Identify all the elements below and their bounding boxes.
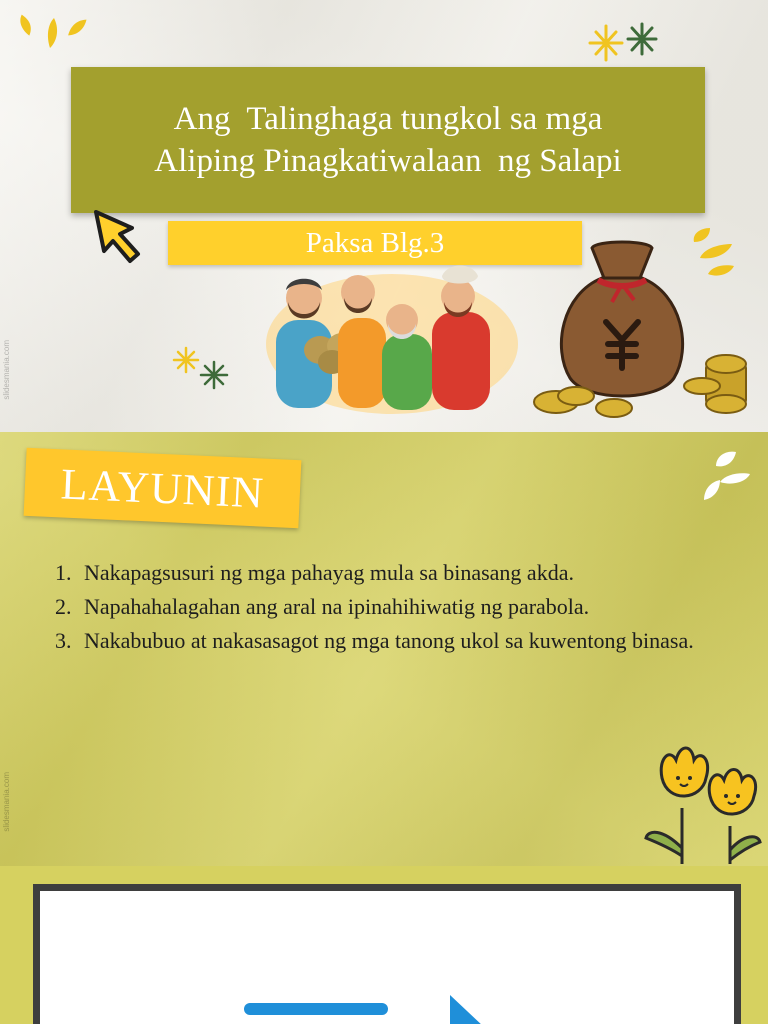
whiteboard-frame	[33, 884, 741, 1024]
watermark: slidesmania.com	[2, 340, 11, 400]
list-item	[55, 590, 735, 624]
list-item	[55, 624, 735, 658]
watermark: slidesmania.com	[2, 772, 11, 832]
blue-shape-icon	[244, 987, 504, 1024]
cursor-arrow-icon	[92, 208, 144, 264]
heading-box	[24, 448, 302, 528]
title-slide	[0, 0, 768, 432]
coins-icon	[530, 346, 766, 422]
list-number: 2.	[55, 594, 72, 619]
list-number: 3.	[55, 628, 72, 653]
subtitle: Paksa Blg.3	[305, 226, 445, 259]
list-text: Nakapagsusuri ng mga pahayag mula sa binasang akda.	[84, 560, 574, 585]
leaf-accent-icon	[686, 222, 746, 278]
heading: LAYUNIN	[59, 458, 266, 518]
third-slide	[0, 866, 768, 1024]
title-line-2: Aliping Pinagkatiwalaan ng Salapi	[154, 143, 622, 179]
objectives-list	[55, 556, 735, 658]
list-item	[55, 556, 735, 590]
sparkle-icon	[590, 22, 662, 68]
leaf-accent-icon	[14, 8, 86, 58]
sparkle-icon	[170, 346, 232, 390]
list-number: 1.	[55, 560, 72, 585]
subtitle-box	[168, 221, 582, 265]
list-text: Napahahalagahan ang aral na ipinahihiwatig ng parabola.	[84, 594, 590, 619]
leaf-accent-icon	[700, 446, 754, 502]
tulip-flowers-icon	[640, 738, 764, 864]
title-line-1: Ang Talinghaga tungkol sa mga	[173, 101, 603, 137]
illustration-four-men	[262, 262, 520, 410]
title-box	[71, 67, 705, 213]
list-text: Nakabubuo at nakasasagot ng mga tanong ukol sa kuwentong binasa.	[84, 628, 694, 653]
objectives-slide	[0, 432, 768, 866]
